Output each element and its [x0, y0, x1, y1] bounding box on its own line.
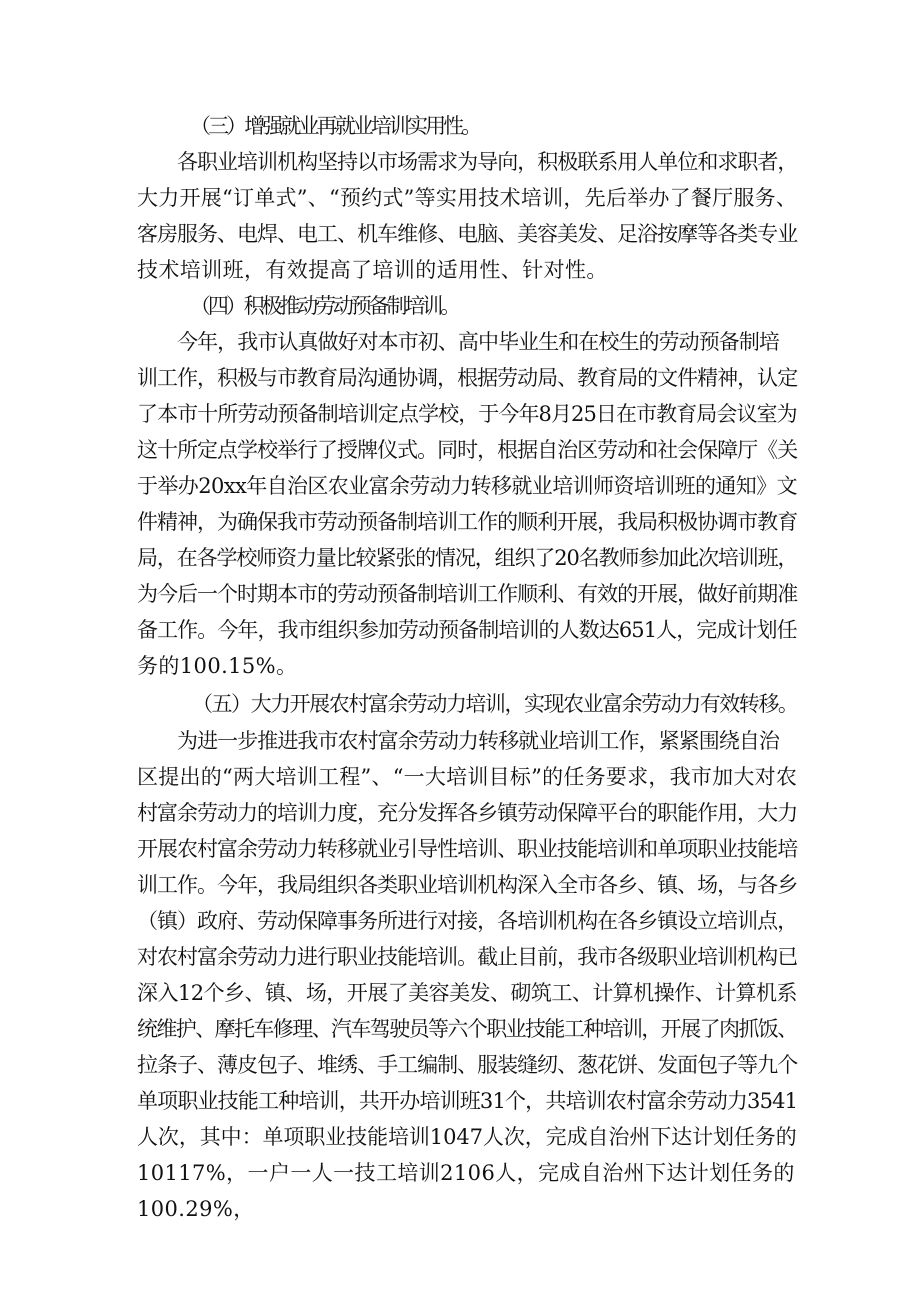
paragraph-line: 训工作，积极与市教育局沟通协调，根据劳动局、教育局的文件精神，认定 — [137, 366, 798, 390]
paragraph-line: 开展农村富余劳动力转移就业引导性培训、职业技能培训和单项职业技能培 — [137, 837, 798, 861]
heading-section-5: （五）大力开展农村富余劳动力培训，实现农业富余劳动力有效转移。 — [192, 692, 798, 716]
heading-section-4: （四）积极推动劳动预备制培训。 — [190, 294, 458, 318]
paragraph-line: 10117%，一户一人一技工培训2106人，完成自治州下达计划任务的 — [137, 1161, 795, 1185]
paragraph-line: 这十所定点学校举行了授牌仪式。同时，根据自治区劳动和社会保障厅《关 — [137, 438, 798, 462]
heading-section-3: （三）增强就业再就业培训实用性。 — [190, 114, 480, 138]
paragraph-line: 训工作。今年，我局组织各类职业培训机构深入全市各乡、镇、场，与各乡 — [137, 873, 798, 897]
paragraph-line: 为进一步推进我市农村富余劳动力转移就业培训工作，紧紧围绕自治 — [177, 729, 779, 753]
paragraph-line: 备工作。今年，我市组织参加劳动预备制培训的人数达651人，完成计划任 — [137, 618, 797, 642]
paragraph-line: 了本市十所劳动预备制培训定点学校，于今年8月25日在市教育局会议室为 — [137, 402, 797, 426]
paragraph-line: 拉条子、薄皮包子、堆绣、手工编制、服装缝纫、葱花饼、发面包子等九个 — [137, 1053, 798, 1077]
paragraph-line: 今年，我市认真做好对本市初、高中毕业生和在校生的劳动预备制培 — [177, 330, 779, 354]
paragraph-line: 村富余劳动力的培训力度，充分发挥各乡镇劳动保障平台的职能作用，大力 — [137, 801, 798, 825]
paragraph-line: 深入12个乡、镇、场，开展了美容美发、砌筑工、计算机操作、计算机系 — [137, 981, 797, 1005]
paragraph-line: 区提出的“两大培训工程”、“一大培训目标”的任务要求，我市加大对农 — [137, 765, 798, 789]
paragraph-line: （镇）政府、劳动保障事务所进行对接，各培训机构在各乡镇设立培训点， — [137, 909, 798, 933]
paragraph-line: 大力开展“订单式”、“预约式”等实用技术培训，先后举办了餐厅服务、 — [137, 186, 798, 210]
paragraph-line: 单项职业技能工种培训，共开办培训班31个，共培训农村富余劳动力3541 — [137, 1089, 798, 1113]
paragraph-line: 于举办20xx年自治区农业富余劳动力转移就业培训师资培训班的通知》文 — [137, 474, 798, 498]
paragraph-line: 件精神，为确保我市劳动预备制培训工作的顺利开展，我局积极协调市教育 — [137, 510, 798, 534]
paragraph-line: 为今后一个时期本市的劳动预备制培训工作顺利、有效的开展，做好前期准 — [137, 582, 798, 606]
paragraph-line: 100.29%， — [137, 1197, 255, 1221]
paragraph-line: 人次，其中：单项职业技能培训1047人次，完成自治州下达计划任务的 — [137, 1125, 797, 1149]
paragraph-line: 客房服务、电焊、电工、机车维修、电脑、美容美发、足浴按摩等各类专业 — [137, 222, 798, 246]
paragraph-line: 局，在各学校师资力量比较紧张的情况，组织了20名教师参加此次培训班， — [137, 546, 798, 570]
paragraph-line: 对农村富余劳动力进行职业技能培训。截止目前，我市各级职业培训机构已 — [137, 945, 798, 969]
paragraph-line: 各职业培训机构坚持以市场需求为导向，积极联系用人单位和求职者， — [177, 150, 798, 174]
paragraph-line: 技术培训班，有效提高了培训的适用性、针对性。 — [137, 258, 608, 282]
paragraph-line: 统维护、摩托车修理、汽车驾驶员等六个职业技能工种培训，开展了肉抓饭、 — [137, 1017, 797, 1041]
paragraph-line: 务的100.15%。 — [137, 654, 298, 678]
